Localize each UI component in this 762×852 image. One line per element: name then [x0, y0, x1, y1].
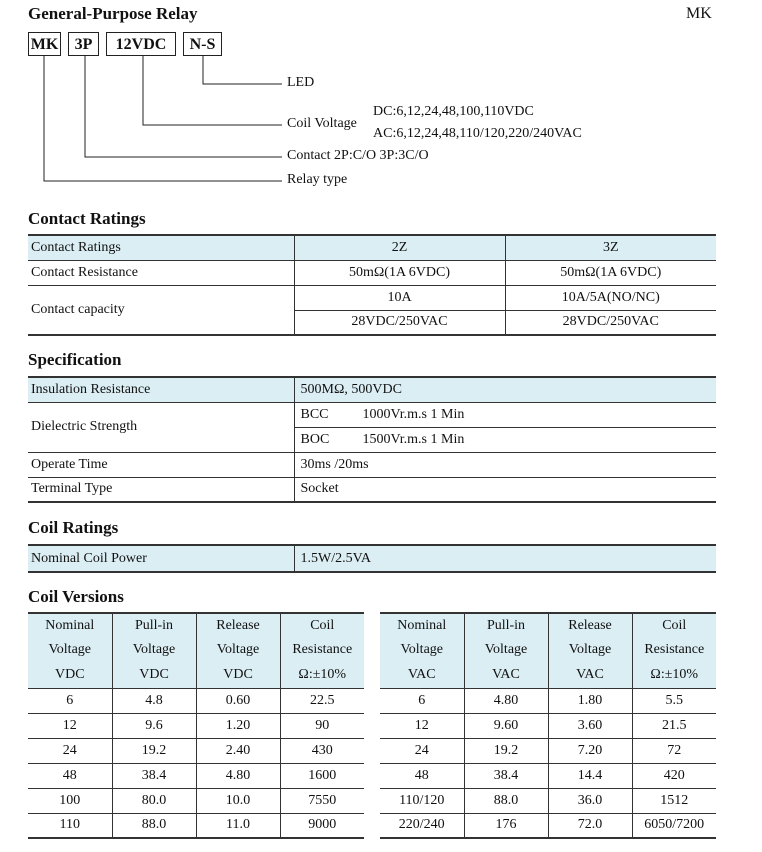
code-coil-voltage-ac: AC:6,12,24,48,110/120,220/240VAC [373, 126, 582, 141]
header-cell: Voltage [464, 638, 548, 662]
header-cell: Nominal [28, 613, 112, 638]
cell: 1.5W/2.5VA [294, 545, 716, 572]
cell: 36.0 [548, 788, 632, 813]
cell: Contact Ratings [28, 235, 294, 260]
table-header-row [28, 638, 364, 662]
cell: 4.80 [196, 763, 280, 788]
contact-ratings-table [28, 234, 716, 336]
cell: 12 [28, 713, 112, 738]
table-row [28, 377, 716, 402]
cell: 6 [380, 688, 464, 713]
header-cell: Release [548, 613, 632, 638]
code-part-poles: 3P [68, 32, 99, 56]
header-cell: Resistance [280, 638, 364, 662]
table-header-row [380, 662, 716, 688]
cell: 19.2 [464, 738, 548, 763]
cell: 9000 [280, 813, 364, 838]
header-cell: Pull-in [464, 613, 548, 638]
cell: 9.6 [112, 713, 196, 738]
coil-ratings-heading: Coil Ratings [28, 518, 119, 537]
cell: 9.60 [464, 713, 548, 738]
model-label: MK [686, 5, 712, 22]
cell: Contact Resistance [28, 260, 294, 285]
table-row [28, 738, 364, 763]
table-row [380, 688, 716, 713]
table-header-row [28, 662, 364, 688]
cell: 12 [380, 713, 464, 738]
header-cell: Coil [632, 613, 716, 638]
code-coil-voltage-label: Coil Voltage [287, 116, 357, 131]
header-cell: Ω:±10% [632, 662, 716, 688]
cell: 10A/5A(NO/NC) [505, 285, 716, 310]
cell: 6050/7200 [632, 813, 716, 838]
table-row [28, 260, 716, 285]
table-row [380, 788, 716, 813]
header-cell: VDC [196, 662, 280, 688]
coil-versions-dc-table [28, 612, 364, 839]
table-row [380, 763, 716, 788]
cell: 2.40 [196, 738, 280, 763]
cell: Socket [294, 477, 716, 502]
cell: 30ms /20ms [294, 452, 716, 477]
table-row [28, 763, 364, 788]
table-row [28, 788, 364, 813]
cell: 7.20 [548, 738, 632, 763]
cell [294, 427, 716, 452]
cell: 14.4 [548, 763, 632, 788]
table-row [28, 545, 716, 572]
cell: 7550 [280, 788, 364, 813]
table-row [28, 452, 716, 477]
cell: 72.0 [548, 813, 632, 838]
header-cell: Voltage [548, 638, 632, 662]
table-row [28, 285, 716, 310]
cell: 110/120 [380, 788, 464, 813]
table-header-row [380, 638, 716, 662]
code-part-coil-voltage: 12VDC [106, 32, 176, 56]
header-cell: VAC [548, 662, 632, 688]
code-connector-lines [0, 0, 762, 200]
cell: Insulation Resistance [28, 377, 294, 402]
cell: 38.4 [112, 763, 196, 788]
cell: 24 [28, 738, 112, 763]
cell [294, 402, 716, 427]
cell: 48 [28, 763, 112, 788]
cell: 5.5 [632, 688, 716, 713]
table-row [380, 713, 716, 738]
header-cell: Voltage [112, 638, 196, 662]
cell: 22.5 [280, 688, 364, 713]
header-cell: Voltage [380, 638, 464, 662]
header-cell: Voltage [28, 638, 112, 662]
header-cell: VAC [380, 662, 464, 688]
table-row [28, 235, 716, 260]
cell: 0.60 [196, 688, 280, 713]
cell: 500MΩ, 500VDC [294, 377, 716, 402]
page-title: General-Purpose Relay [28, 4, 198, 23]
cell: 2Z [294, 235, 505, 260]
cell: 10A [294, 285, 505, 310]
specification-table [28, 376, 716, 503]
header-cell: Coil [280, 613, 364, 638]
cell: 88.0 [112, 813, 196, 838]
cell: 80.0 [112, 788, 196, 813]
coil-versions-heading: Coil Versions [28, 587, 124, 606]
cell: 90 [280, 713, 364, 738]
specification-heading: Specification [28, 350, 122, 369]
header-cell: Nominal [380, 613, 464, 638]
cell: 1.80 [548, 688, 632, 713]
cell: 4.8 [112, 688, 196, 713]
cell: 3.60 [548, 713, 632, 738]
bcc-label: BCC [300, 406, 329, 422]
cell: 1512 [632, 788, 716, 813]
cell: 50mΩ(1A 6VDC) [505, 260, 716, 285]
cell: 19.2 [112, 738, 196, 763]
table-row [28, 688, 364, 713]
table-row [28, 477, 716, 502]
cell: 110 [28, 813, 112, 838]
cell: 3Z [505, 235, 716, 260]
cell: 28VDC/250VAC [294, 310, 505, 335]
header-cell: Pull-in [112, 613, 196, 638]
cell: 100 [28, 788, 112, 813]
cell: 420 [632, 763, 716, 788]
header-cell: VDC [112, 662, 196, 688]
cell: 430 [280, 738, 364, 763]
cell: 6 [28, 688, 112, 713]
header-cell: Release [196, 613, 280, 638]
header-cell: Resistance [632, 638, 716, 662]
cell: Terminal Type [28, 477, 294, 502]
cell: 1600 [280, 763, 364, 788]
cell: 220/240 [380, 813, 464, 838]
table-header-row [28, 613, 364, 638]
cell: 21.5 [632, 713, 716, 738]
bcc-value: 1000Vr.m.s 1 Min [362, 406, 465, 422]
cell: 72 [632, 738, 716, 763]
header-cell: Voltage [196, 638, 280, 662]
code-led-label: LED [287, 75, 315, 90]
table-row [28, 402, 716, 427]
coil-ratings-table [28, 544, 716, 573]
boc-value: 1500Vr.m.s 1 Min [362, 431, 465, 447]
cell: 38.4 [464, 763, 548, 788]
cell: Operate Time [28, 452, 294, 477]
code-coil-voltage-dc: DC:6,12,24,48,100,110VDC [373, 104, 534, 119]
table-row [380, 813, 716, 838]
code-relay-type-label: Relay type [287, 172, 348, 187]
cell: 48 [380, 763, 464, 788]
code-contact-label: Contact 2P:C/O 3P:3C/O [287, 148, 429, 163]
contact-ratings-heading: Contact Ratings [28, 209, 146, 228]
cell: 176 [464, 813, 548, 838]
table-row [28, 813, 364, 838]
cell: 10.0 [196, 788, 280, 813]
header-cell: VAC [464, 662, 548, 688]
code-part-series: MK [28, 32, 61, 56]
cell: Nominal Coil Power [28, 545, 294, 572]
header-cell: VDC [28, 662, 112, 688]
header-cell: Ω:±10% [280, 662, 364, 688]
cell: 4.80 [464, 688, 548, 713]
cell: 24 [380, 738, 464, 763]
table-row [380, 738, 716, 763]
cell: 11.0 [196, 813, 280, 838]
cell: 1.20 [196, 713, 280, 738]
cell: 50mΩ(1A 6VDC) [294, 260, 505, 285]
cell: Dielectric Strength [28, 402, 294, 452]
coil-versions-ac-table [380, 612, 716, 839]
cell: 88.0 [464, 788, 548, 813]
table-row [28, 713, 364, 738]
table-header-row [380, 613, 716, 638]
cell: Contact capacity [28, 285, 294, 335]
cell: 28VDC/250VAC [505, 310, 716, 335]
boc-label: BOC [300, 431, 330, 447]
code-part-option: N-S [183, 32, 222, 56]
